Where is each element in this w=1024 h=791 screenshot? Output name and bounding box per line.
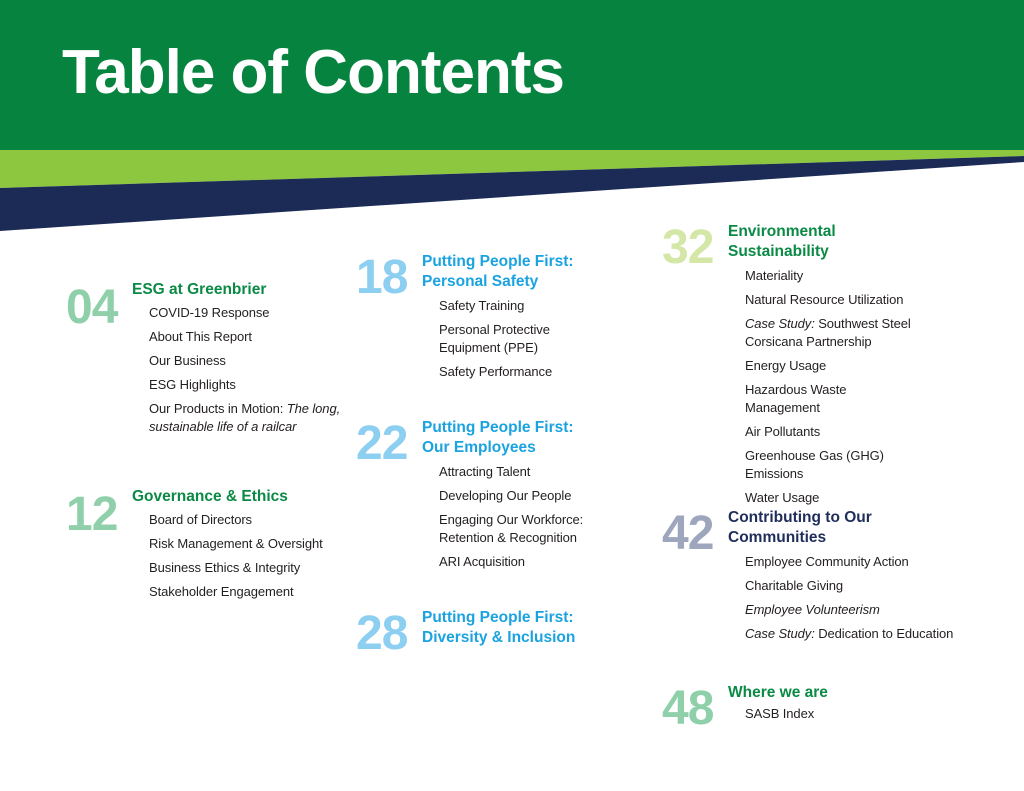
section-page-number: 28 xyxy=(356,607,408,660)
entry-list xyxy=(149,304,359,442)
section-page-number: 32 xyxy=(662,221,714,274)
section-title: Where we are xyxy=(728,684,828,701)
toc-entry-text: Engaging Our Workforce: Retention & Recognition xyxy=(439,512,584,545)
entry-list xyxy=(149,511,359,607)
toc-entry-text: Personal Protective Equipment (PPE) xyxy=(439,322,550,355)
toc-entry-text: Dedication to Education xyxy=(814,626,954,641)
toc-entry-text: Southwest Steel Corsicana Partnership xyxy=(745,316,911,349)
toc-entry-text: Risk Management & Oversight xyxy=(149,536,323,551)
toc-entry-text: Our Products in Motion: xyxy=(149,401,287,416)
toc-entry-text: Our Business xyxy=(149,353,226,368)
toc-entry[interactable] xyxy=(439,511,599,547)
toc-entry-text: Developing Our People xyxy=(439,488,572,503)
section-page-number: 48 xyxy=(662,682,714,735)
toc-entry-text: Water Usage xyxy=(745,490,820,505)
section-title: Governance & Ethics xyxy=(132,488,288,505)
toc-entry-text-italic: Case Study: xyxy=(745,316,815,331)
toc-entry[interactable] xyxy=(439,363,589,381)
toc-entry-text: SASB Index xyxy=(745,706,815,721)
entry-list xyxy=(439,463,599,577)
section-page-number: 12 xyxy=(66,488,118,541)
toc-entry[interactable] xyxy=(745,705,955,723)
toc-entry[interactable] xyxy=(745,357,920,375)
toc-entry[interactable] xyxy=(745,625,965,643)
section-title: Putting People First: Personal Safety xyxy=(422,253,574,290)
toc-entry-text: Safety Training xyxy=(439,298,525,313)
section-page-number: 22 xyxy=(356,417,408,470)
toc-entry[interactable] xyxy=(149,583,359,601)
section-page-number: 18 xyxy=(356,251,408,304)
toc-entry-text: Safety Performance xyxy=(439,364,553,379)
toc-entry-text: Board of Directors xyxy=(149,512,252,527)
section-title: ESG at Greenbrier xyxy=(132,281,267,298)
toc-entry-text: Charitable Giving xyxy=(745,578,844,593)
toc-entry[interactable] xyxy=(745,291,920,309)
toc-entry-text: Energy Usage xyxy=(745,358,827,373)
header-banner xyxy=(0,0,1024,240)
toc-entry-text: Greenhouse Gas (GHG) Emissions xyxy=(745,448,884,481)
toc-entry-text: Business Ethics & Integrity xyxy=(149,560,301,575)
toc-entry[interactable] xyxy=(149,352,359,370)
section-title: Environmental Sustainability xyxy=(728,223,836,260)
toc-entry[interactable] xyxy=(439,297,589,315)
toc-entry[interactable] xyxy=(439,487,599,505)
toc-entry-text: COVID-19 Response xyxy=(149,305,270,320)
toc-entry-text: Materiality xyxy=(745,268,804,283)
toc-entry-text: Employee Community Action xyxy=(745,554,909,569)
toc-entry-text: ESG Highlights xyxy=(149,377,236,392)
toc-entry[interactable] xyxy=(745,381,920,417)
toc-entry[interactable] xyxy=(745,267,920,285)
section-title: Contributing to Our Communities xyxy=(728,509,872,546)
section-page-number: 42 xyxy=(662,507,714,560)
entry-list xyxy=(439,297,589,387)
toc-entry[interactable] xyxy=(439,553,599,571)
toc-entry-text: About This Report xyxy=(149,329,252,344)
toc-entry-text: Hazardous Waste Management xyxy=(745,382,847,415)
section-page-number: 04 xyxy=(66,281,118,334)
toc-entry[interactable] xyxy=(149,400,359,436)
toc-entry-text: ARI Acquisition xyxy=(439,554,525,569)
toc-entry-text-italic: Case Study: xyxy=(745,626,815,641)
section-title: Putting People First: Diversity & Inclusion xyxy=(422,609,576,646)
toc-entry[interactable] xyxy=(149,535,359,553)
toc-entry[interactable] xyxy=(745,423,920,441)
toc-entry-text: Stakeholder Engagement xyxy=(149,584,294,599)
toc-entry[interactable] xyxy=(149,328,359,346)
toc-entry[interactable] xyxy=(745,447,920,483)
entry-list xyxy=(745,553,965,649)
toc-entry[interactable] xyxy=(745,489,920,507)
toc-entry[interactable] xyxy=(745,315,920,351)
toc-entry-text: Natural Resource Utilization xyxy=(745,292,904,307)
entry-list xyxy=(745,705,955,729)
toc-entry[interactable] xyxy=(439,321,589,357)
toc-entry[interactable] xyxy=(439,463,599,481)
toc-entry-text-italic: The long, sustainable life of a railcar xyxy=(149,401,341,434)
entry-list xyxy=(745,267,920,513)
toc-entry[interactable] xyxy=(745,553,965,571)
toc-entry[interactable] xyxy=(149,511,359,529)
toc-entry[interactable] xyxy=(745,577,965,595)
section-title: Putting People First: Our Employees xyxy=(422,419,574,456)
toc-entry-text: Air Pollutants xyxy=(745,424,821,439)
toc-entry[interactable] xyxy=(745,601,965,619)
toc-entry-text-italic: Employee Volunteerism xyxy=(745,602,880,617)
toc-entry-text: Attracting Talent xyxy=(439,464,531,479)
toc-entry[interactable] xyxy=(149,559,359,577)
toc-entry[interactable] xyxy=(149,304,359,322)
page-title: Table of Contents xyxy=(62,38,564,107)
toc-entry[interactable] xyxy=(149,376,359,394)
